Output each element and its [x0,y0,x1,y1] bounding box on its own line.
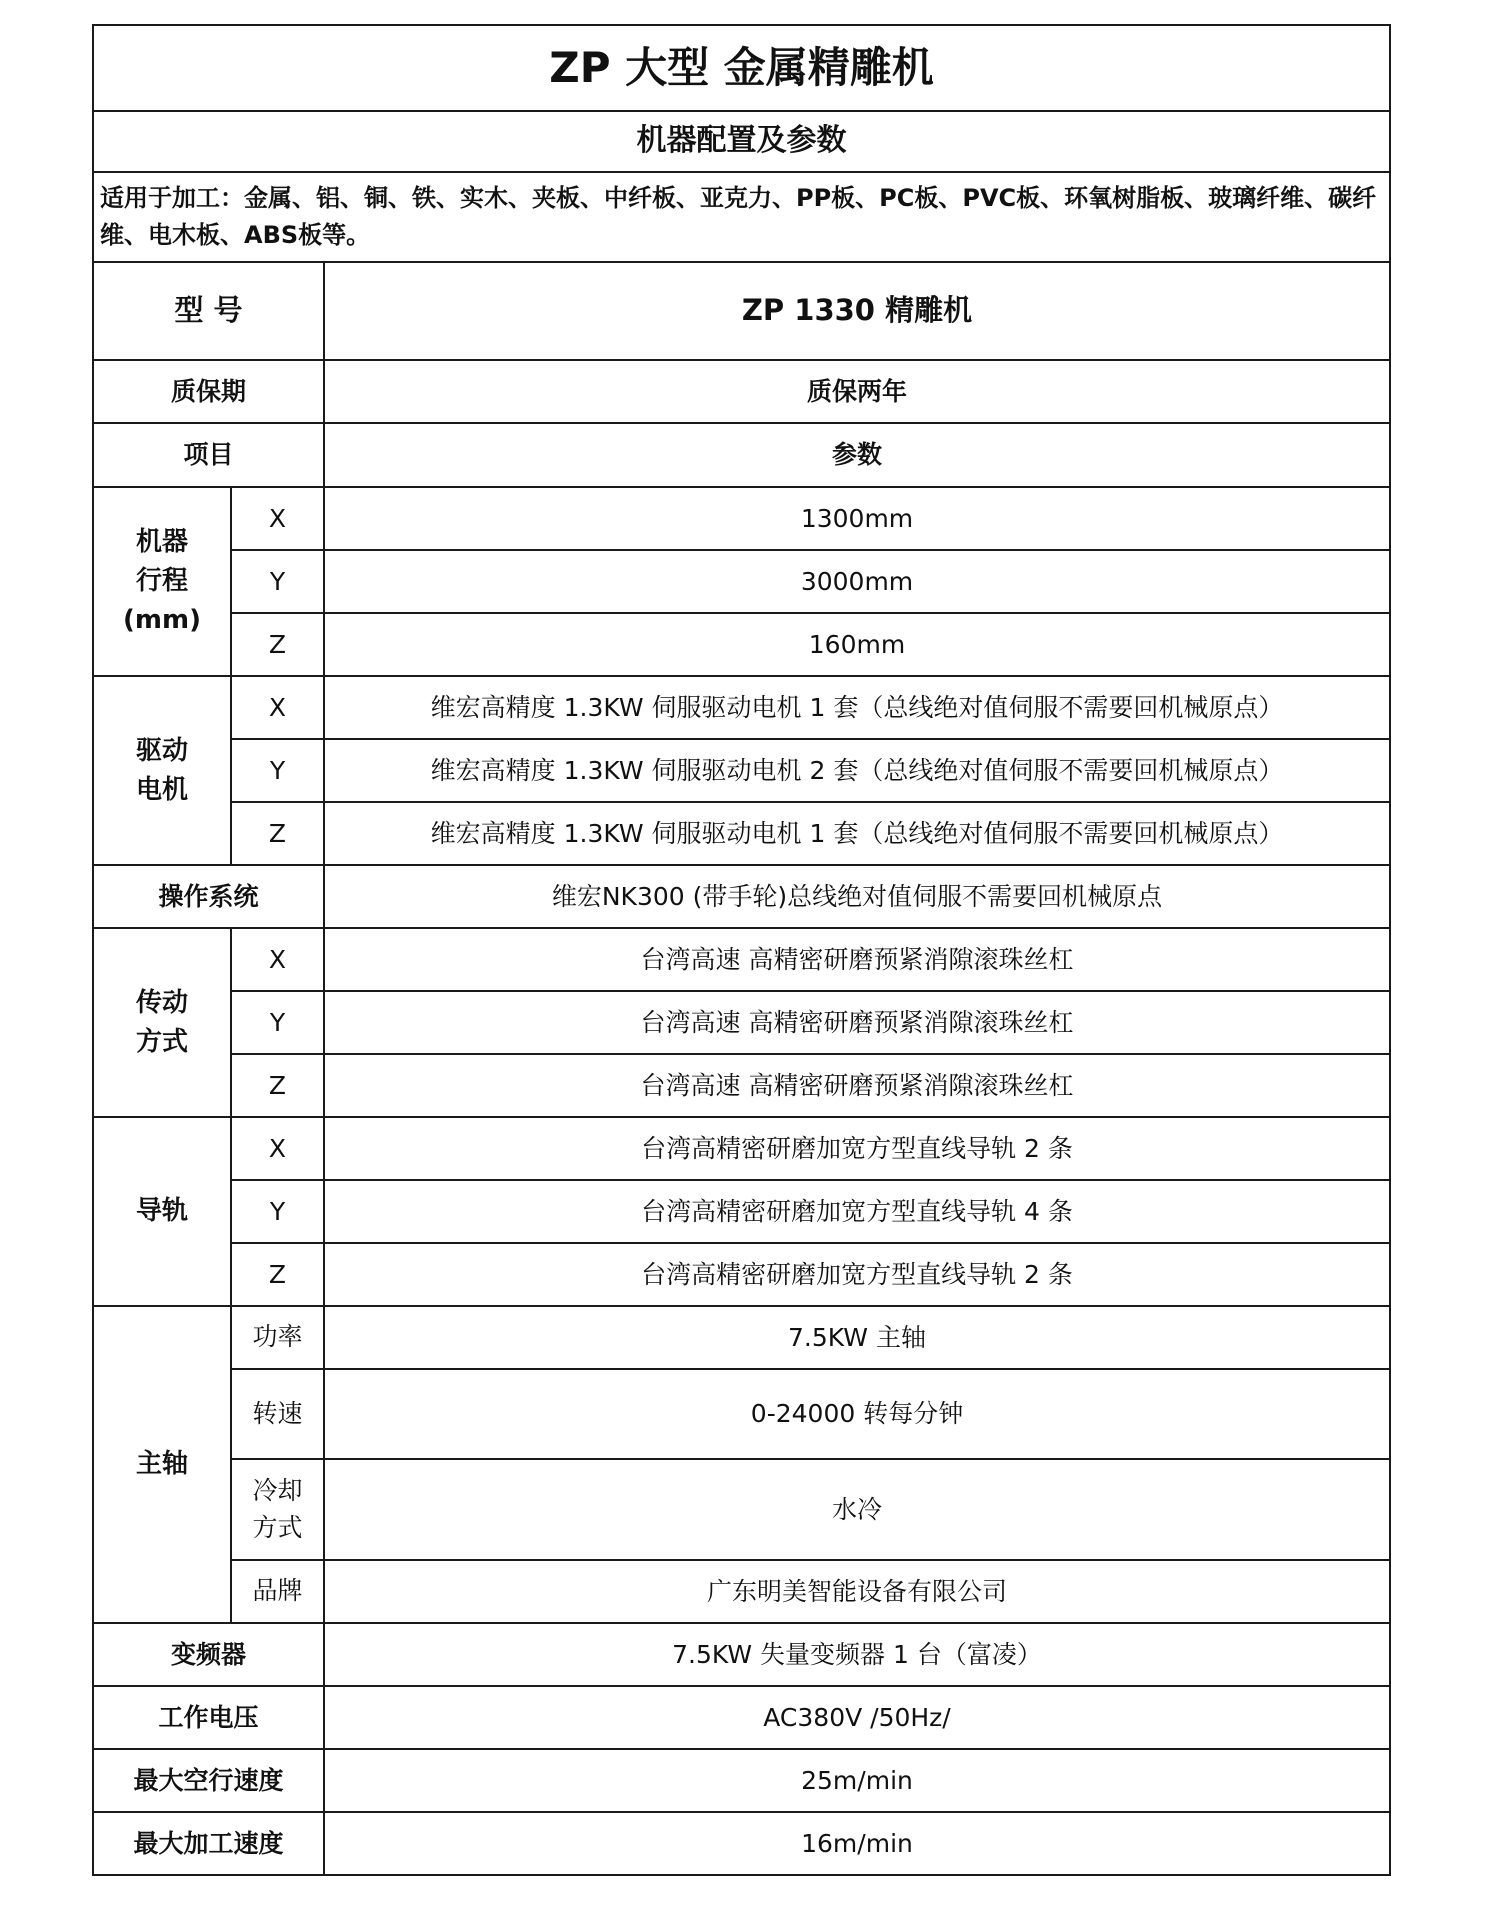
motor-row-x [93,676,1390,739]
rail-row-z [93,1243,1390,1306]
axis-label: Z [231,1054,324,1117]
max-idle-speed-row [93,1749,1390,1812]
model-value: ZP 1330 精雕机 [324,262,1390,360]
spindle-value: 广东明美智能设备有限公司 [324,1560,1390,1623]
section-subtitle: 机器配置及参数 [93,111,1390,172]
transmission-label-line: 传动 [135,987,188,1018]
axis-label: X [231,928,324,991]
travel-row-z [93,613,1390,676]
spindle-value: 7.5KW 主轴 [324,1306,1390,1369]
os-label: 操作系统 [93,865,324,928]
materials-row [93,172,1390,262]
warranty-value: 质保两年 [324,360,1390,423]
spindle-value: 水冷 [324,1459,1390,1560]
voltage-value: AC380V /50Hz/ [324,1686,1390,1749]
transmission-value: 台湾高速 高精密研磨预紧消隙滚珠丝杠 [324,991,1390,1054]
inverter-value: 7.5KW 失量变频器 1 台（富凌） [324,1623,1390,1686]
spindle-row-speed [93,1369,1390,1459]
motor-label-line: 电机 [135,774,188,805]
travel-label-line: 机器 [135,527,188,557]
travel-label-line: (mm) [123,605,201,635]
axis-label: Z [231,1243,324,1306]
axis-label: X [231,676,324,739]
rail-value: 台湾高精密研磨加宽方型直线导轨 4 条 [324,1180,1390,1243]
spindle-row-cooling [93,1459,1390,1560]
travel-value: 1300mm [324,487,1390,550]
travel-label [93,487,231,676]
page-title: ZP 大型 金属精雕机 [93,25,1390,111]
transmission-label-line: 方式 [135,1026,188,1057]
transmission-row-x [93,928,1390,991]
max-machining-speed-value: 16m/min [324,1812,1390,1875]
title-row [93,25,1390,111]
header-row [93,423,1390,487]
motor-label [93,676,231,865]
spindle-key: 功率 [231,1306,324,1369]
spec-sheet [92,24,1389,1876]
axis-label: Z [231,802,324,865]
axis-label: Y [231,991,324,1054]
subtitle-row [93,111,1390,172]
motor-value: 维宏高精度 1.3KW 伺服驱动电机 1 套（总线绝对值伺服不需要回机械原点） [324,676,1390,739]
spindle-value: 0-24000 转每分钟 [324,1369,1390,1459]
voltage-row [93,1686,1390,1749]
max-idle-speed-value: 25m/min [324,1749,1390,1812]
transmission-value: 台湾高速 高精密研磨预紧消隙滚珠丝杠 [324,1054,1390,1117]
spindle-key-line: 方式 [252,1512,303,1542]
motor-value: 维宏高精度 1.3KW 伺服驱动电机 2 套（总线绝对值伺服不需要回机械原点） [324,739,1390,802]
axis-label: Z [231,613,324,676]
model-label: 型 号 [93,262,324,360]
transmission-row-z [93,1054,1390,1117]
os-row [93,865,1390,928]
axis-label: Y [231,739,324,802]
inverter-row [93,1623,1390,1686]
rail-label: 导轨 [93,1117,231,1306]
spindle-key-line: 冷却 [252,1476,303,1506]
voltage-label: 工作电压 [93,1686,324,1749]
spindle-row-brand [93,1560,1390,1623]
spindle-row-power [93,1306,1390,1369]
motor-label-line: 驱动 [135,735,188,766]
axis-label: X [231,487,324,550]
transmission-value: 台湾高速 高精密研磨预紧消隙滚珠丝杠 [324,928,1390,991]
spindle-key: 品牌 [231,1560,324,1623]
spindle-key [231,1459,324,1560]
warranty-label: 质保期 [93,360,324,423]
materials-text: 适用于加工：金属、铝、铜、铁、实木、夹板、中纤板、亚克力、PP板、PC板、PVC板、环氧树脂板、玻璃纤维、碳纤维、电木板、ABS板等。 [93,172,1390,262]
param-header: 参数 [324,423,1390,487]
motor-row-z [93,802,1390,865]
rail-row-y [93,1180,1390,1243]
transmission-label [93,928,231,1117]
transmission-row-y [93,991,1390,1054]
spindle-label: 主轴 [93,1306,231,1623]
rail-value: 台湾高精密研磨加宽方型直线导轨 2 条 [324,1117,1390,1180]
travel-value: 3000mm [324,550,1390,613]
rail-value: 台湾高精密研磨加宽方型直线导轨 2 条 [324,1243,1390,1306]
item-header: 项目 [93,423,324,487]
motor-value: 维宏高精度 1.3KW 伺服驱动电机 1 套（总线绝对值伺服不需要回机械原点） [324,802,1390,865]
travel-row-y [93,550,1390,613]
rail-row-x [93,1117,1390,1180]
spec-table [92,24,1391,1876]
model-row [93,262,1390,360]
travel-label-line: 行程 [135,566,188,596]
os-value: 维宏NK300 (带手轮)总线绝对值伺服不需要回机械原点 [324,865,1390,928]
travel-value: 160mm [324,613,1390,676]
axis-label: Y [231,1180,324,1243]
warranty-row [93,360,1390,423]
motor-row-y [93,739,1390,802]
max-idle-speed-label: 最大空行速度 [93,1749,324,1812]
travel-row-x [93,487,1390,550]
spindle-key: 转速 [231,1369,324,1459]
axis-label: Y [231,550,324,613]
max-machining-speed-row [93,1812,1390,1875]
max-machining-speed-label: 最大加工速度 [93,1812,324,1875]
axis-label: X [231,1117,324,1180]
inverter-label: 变频器 [93,1623,324,1686]
